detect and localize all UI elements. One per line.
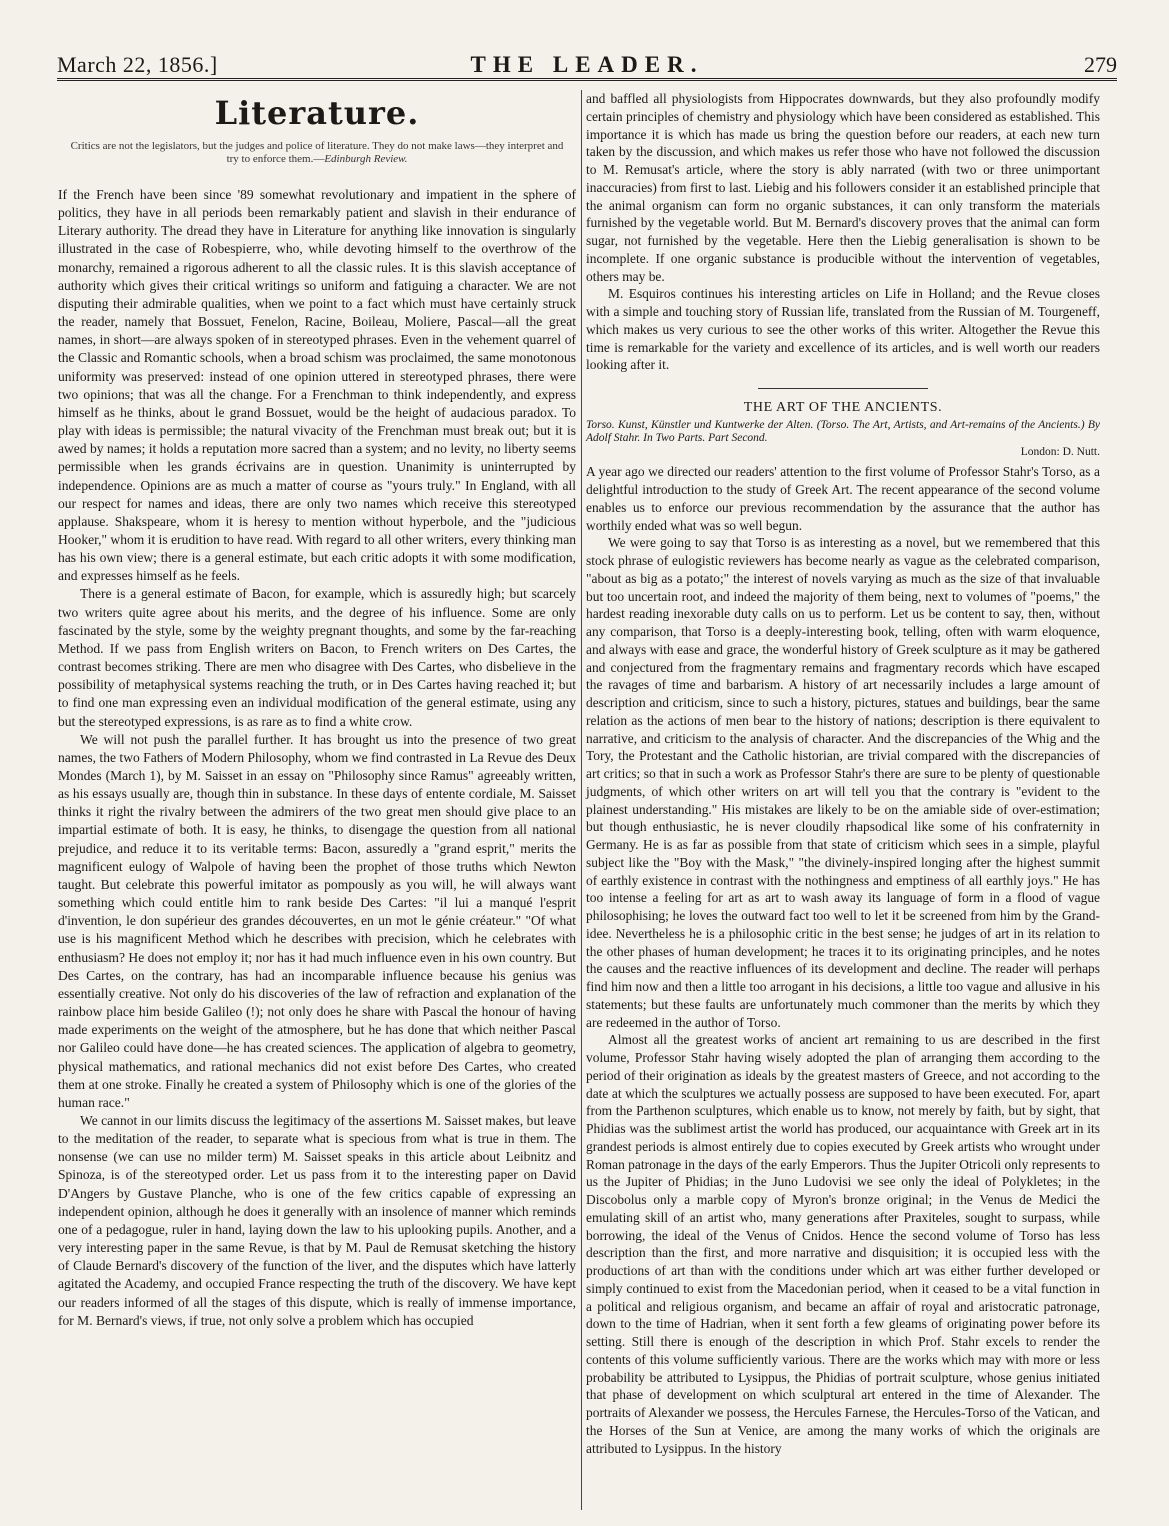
article-paragraph: and baffled all physiologists from Hippocrates downwards, but they also profoundly modify certain principles of chemistry and physiology which have been considered as established. This importance it is which has made us bring the question before our readers, at each new turn taken by the discussion, and which makes us refer those who have not followed the discussion to M. Remusat's article, where the story is ably narrated (with two or three unimportant inaccuracies) from first to last. Liebig and his followers consider it an established principle that the animal organism can form no organic substances, it can only transform the materials furnished by the vegetable world. But M. Bernard's discovery proves that the animal can form sugar, not furnished by the vegetable. Here then the Liebig generalisation is shown to be incomplete. If one organic substance is producible without the intervention of vegetables, others may be. (586, 91, 1100, 284)
epigraph (64, 140, 570, 166)
article-paragraph: We cannot in our limits discuss the legitimacy of the assertions M. Saisset makes, but leave to the meditation of the reader, to separate what is specious from what is true in them. The nonsense (we can use no milder term) M. Saisset speaks in this article about Leibnitz and Spinoza, is of the stereotyped order. Let us pass from it to the interesting paper on David D'Angers by Gustave Planche, who is one of the few critics capable of expressing an independent opinion, although he does it generally with an insolence of manner which reminds one of a pedagogue, ruler in hand, laying down the law to his uplooking pupils. Another, and a very interesting paper in the same Revue, is that by M. Paul de Remusat sketching the history of Claude Bernard's discovery of the function of the liver, and the disputes which have latterly agitated the Academy, and occupied France respecting the truth of the discovery. We have kept our readers informed of all the stages of this dispute, which is really of immense importance, for M. Bernard's views, if true, not only solve a problem which has occupied (58, 1112, 576, 1328)
review-paragraph: A year ago we directed our readers' attention to the first volume of Professor Stahr's Torso, as a delightful introduction to the study of Greek Art. The recent appearance of the second volume enables us to enforce our previous recommendation by the assurance that the author has worthily ended what was so well begun. (586, 464, 1100, 533)
right-column (586, 90, 1100, 1457)
publisher: London: D. Nutt. (1020, 445, 1100, 458)
section-divider (758, 388, 928, 389)
left-column (58, 90, 576, 1330)
column-divider (581, 90, 582, 1510)
epigraph-text: Critics are not the legislators, but the judges and police of literature. They do not make laws—they interpret and try to enforce them.— (70, 140, 564, 165)
page-number: 279 (1084, 52, 1117, 77)
masthead (57, 50, 1117, 81)
issue-date: March 22, 1856.] (57, 52, 218, 77)
article-paragraph: There is a general estimate of Bacon, for example, which is assuredly high; but scarcely two writers quite agree about his merits, and the degree of his influence. Some are only fascinated by the style, some by the weighty pregnant thoughts, and some by the far-reaching Method. If we pass from English writers on Bacon, to French writers on Des Cartes, the contrast becomes striking. There are men who disagree with Des Cartes, who disbelieve in the possibility of metaphysical systems reaching the truth, or in Des Cartes having reached it; but to find one man expressing even an individual modification of the general estimate, using any but the stereotyped expressions, is as rare as to find a white crow. (58, 586, 576, 729)
article-paragraph: If the French have been since '89 somewhat revolutionary and impatient in the sphere of politics, they have in all periods been remarkably patient and slavish in their endurance of Literary authority. The dread they have in Literature for anything like innovation is singularly illustrated in the case of Robespierre, who, while devoting himself to the overthrow of the monarchy, remained a rigorous adherent to all the classic rules. It is this slavish acceptance of authority which gives their critical writings so uniform and fatiguing a character. We are not disputing their admirable qualities, when we point to a fact which must have certainly struck the reader, namely that Bossuet, Fenelon, Racine, Boileau, Moliere, Pascal—all the great names, in short—are always spoken of in stereotyped phrases. Even in the vehement quarrel of the Classic and Romantic schools, when a broad schism was proclaimed, the same monotonous uniformity was preserved: instead of one opinion uttered in stereotyped phrases, there were two opinions; that was all the change. For a Frenchman to think independently, and express himself as he thinks, about le grand Bossuet, would be the height of audacious paradox. To play with ideas is permissible; the natural vivacity of the Frenchman must break out; but it is awed by names; it holds a reputation more sacred than a system; and no levity, no liberty seems permissible when les grands écrivains are in question. Unanimity is uninterrupted by independence. Opinions are as much a matter of course as "yours truly." In England, with all our respect for names and ideas, there are only two names which receive this stereotyped applause. Shakspeare, whom it is heresy to mention without hyperbole, and the "judicious Hooker," whom it is erudition to have read. With regard to all other writers, every thinking man has his own view; there is a general estimate, but each critic adopts it with some modification, and expresses himself as he feels. (58, 187, 576, 584)
review-paragraph: We were going to say that Torso is as interesting as a novel, but we remembered that this stock phrase of eulogistic reviewers has become nearly as vague as the celebrated comparison, "about as big as a potato;" the interest of novels varying as much as the size of that invaluable but too uncertain root, and indeed the majority of them being, next to volumes of "poems," the hardest reading inexorable duty calls on us to perform. Let us be content to say, then, without any comparison, that Torso is a deeply-interesting book, telling, often with warm eloquence, and always with ease and grace, the wonderful history of Greek sculpture as it may be gathered and conjectured from the fragmentary remains and fragmentary records which have escaped the ravages of time and barbarism. A history of art necessarily includes a large amount of description and criticism, since to such a history, pictures, statues and buildings, bear the same relation as the actions of men bear to the history of nations; description is there equivalent to narrative, and criticism to the analysis of character. And the discrepancies of the Whig and the Tory, the Protestant and the Catholic historian, are trivial compared with the discrepancies of art critics; so that in such a work as Professor Stahr's there are sure to be plenty of questionable judgments, of which other writers on art will tell you that the contrary is "evident to the plainest understanding." His mistakes are likely to be on the amiable side of over-estimation; but though enthusiastic, he is never cloudily rhapsodical like some of his confraternity in Germany. He is as far as possible from that state of criticism which sees in a simple, playful subject like the "Boy with the Mask," "the divinely-inspired longing after the highest summit of earthly existence in contrast with the nothingness and emptiness of all earthly joys." He has too intense a feeling for art as art to wash away its language of form in a flood of vague philosophising; he loves the outward fact too well to let it be screened from him by the Grand-idee. Nevertheless he is a philosophic critic in the best sense; he judges of art in its relation to the other phases of human development; he traces it to its originating principles, and he notes the causes and the reactive influences of its development and decline. The reader will perhaps find him now and then a little too arrogant in his decisions, a little too vague and allusive in his statements; but these faults are unfortunately much commoner than the merits by which they are redeemed in the author of Torso. (586, 535, 1100, 1030)
epigraph-source: Edinburgh Review. (324, 153, 408, 165)
citation-text: Torso. Kunst, Künstler und Kuntwerke der Alten. (Torso. The Art, Artists, and Art-remains of the Ancients.) By Adolf Stahr. In Two Parts. Part Second. (586, 418, 1100, 445)
review-heading: THE ART OF THE ANCIENTS. (743, 400, 943, 415)
review-paragraph: Almost all the greatest works of ancient art remaining to us are described in the first volume, Professor Stahr having wisely adopted the plan of arranging them according to the period of their origination as ideals by the greatest masters of Greece, and not according to the date at which the sculptures we actually possess are supposed to have been executed. For, apart from the Parthenon sculptures, which enable us to know, not merely by faith, but by sight, that Phidias was the sublimest artist the world has produced, our acquaintance with Greek art in its grandest periods is almost entirely due to copies executed by Greek artists who wrought under Roman patronage in the days of the early Emperors. Thus the Jupiter Otricoli only represents to us the Jupiter of Phidias; in the Juno Ludovisi we see only the ideal of Polykletes; in the Discobolus only a marble copy of Myron's bronze original; in the Venus de Medici the emulating skill of an artist who, many generations after Praxiteles, sought to surpass, while borrowing, the ideal of the Venus of Cnidos. Hence the second volume of Torso has less description than the first, and more narrative and disquisition; it is occupied less with the productions of art than with the conditions under which art was either further developed or simply continued to exist from the Macedonian period, when it ceased to be a vital function in a political and religious organism, and became an affair of royal and aristocratic patronage, down to the time of Hadrian, when it sent forth a few gleams of originating power before its setting. Still there is enough of the description in which Prof. Stahr excels to render the contents of this volume sufficiently various. There are the works which may with more or less probability be attributed to Lysippus, the Phidias of portrait sculpture, whose genius initiated that phase of development on which sculptural art entered in the time of Alexander. The portraits of Alexander we possess, the Hercules Farnese, the Hercules-Torso of the Vatican, and the Horses of the Sun at Venice, are among the many works of which the originals are attributed to Lysippus. In the history (586, 1032, 1100, 1456)
book-citation (586, 419, 1100, 460)
newspaper-title: THE LEADER. (470, 52, 704, 77)
section-title: Literature. (214, 94, 420, 132)
article-paragraph: We will not push the parallel further. It has brought us into the presence of two great names, the two Fathers of Modern Philosophy, whom we find contrasted in La Revue des Deux Mondes (March 1), by M. Saisset in an essay on "Philosophy since Ramus" agreeably written, as his essays usually are, though thin in substance. In these days of entente cordiale, M. Saisset thinks it right the rivalry between the admirers of the two great men should give place to an impartial estimate of both. It is easy, he thinks, to disengage the question from all national prejudice, and reduce it to its veritable terms: Bacon, assuredly a "grand esprit," merits the magnificent eulogy of Walpole of having been the prophet of those truths which Newton taught. But celebrate this powerful imitator as pompously as you will, he will always want something which could entitle him to rank beside Des Cartes: "il lui a manqué l'esprit d'invention, le don supérieur des grandes découvertes, en un mot le génie créateur." "Of what use is his magnificent Method which he describes with precision, which he celebrates with enthusiasm? He does not employ it; nor has it had much influence even in his own country. But Des Cartes, on the contrary, has had an incomparable influence because his genius was essentially creative. Not only do his discoveries of the law of refraction and explanation of the rainbow place him beside Galileo (!); not only does he share with Pascal the honour of having made experiments on the weight of the atmosphere, but he has done that which neither Pascal nor Galileo could have done—he has created sciences. The application of algebra to geometry, physical mathematics, and rational mechanics did not exist before Des Cartes, who created them at one stroke. Finally he created a system of Philosophy which is one of the glories of the human race." (58, 731, 576, 1110)
article-paragraph: M. Esquiros continues his interesting articles on Life in Holland; and the Revue closes with a simple and touching story of Russian life, translated from the Russian of M. Tourgeneff, which makes us very curious to see the other works of this writer. Altogether the Revue this time is remarkable for the variety and excellence of its articles, and is well worth our readers looking after it. (586, 286, 1100, 373)
